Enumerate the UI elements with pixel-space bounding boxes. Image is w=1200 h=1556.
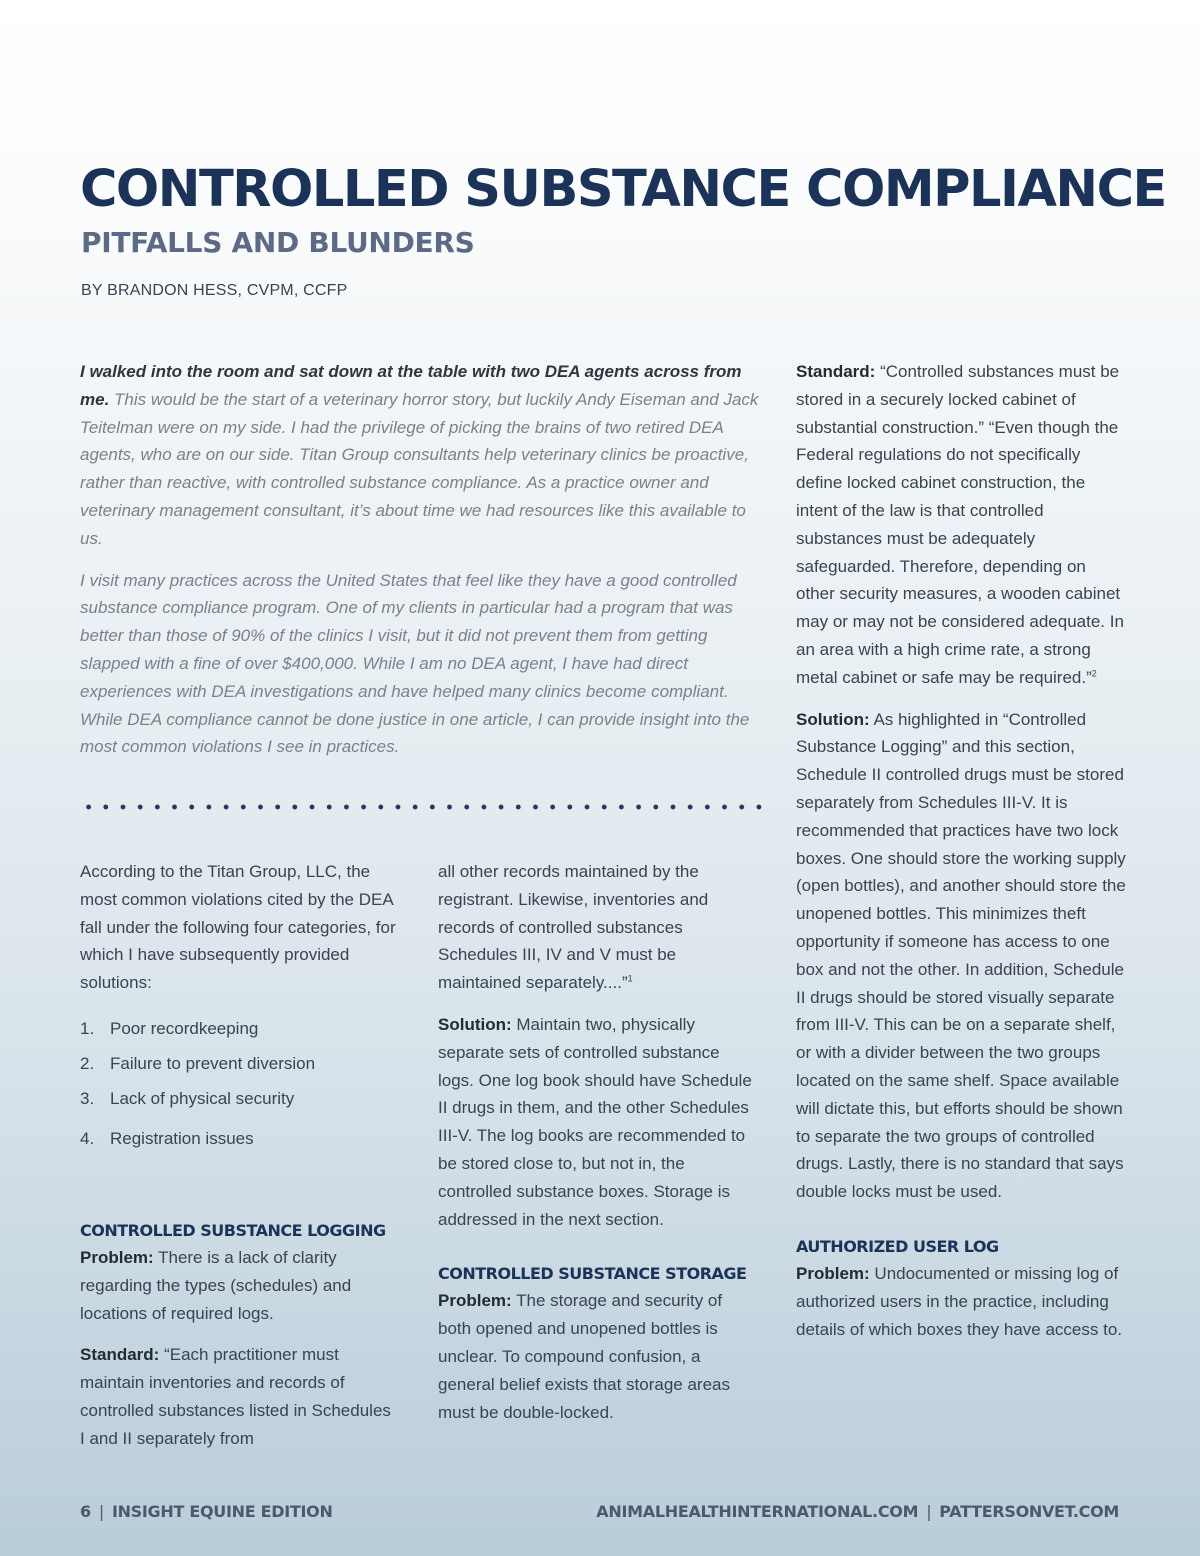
- storage-standard: [796, 358, 1126, 692]
- logging-solution: [438, 1011, 758, 1233]
- column-3: [796, 358, 1126, 1357]
- page-number: 6: [80, 1502, 91, 1521]
- problem-label: Problem:: [796, 1263, 870, 1283]
- list-item-number: 4.: [80, 1128, 95, 1148]
- authorized-user-problem: [796, 1260, 1126, 1343]
- problem-text: There is a lack of clarity regarding the types (schedules) and locations of required logs.: [80, 1247, 352, 1323]
- list-item: [80, 1046, 400, 1081]
- solution-text: As highlighted in “Controlled Substance Logging” and this section, Schedule II controlled drugs must be stored separately from Schedules III-V. It is recommended that practices have two lock boxes. One should store the working supply (open bottles), and another should store the unopened bottles. This minimizes theft opportunity if someone has access to one box and not the other. In addition, Schedule II drugs should be stored visually separate from III-V. This can be on a separate shelf, or with a divider between the two groups located on the same shelf. Space available will dictate this, but efforts should be shown to separate the two groups of controlled drugs. Lastly, there is no standard that says double locks must be used.: [796, 709, 1126, 1202]
- list-item-number: 1.: [80, 1018, 95, 1038]
- violations-list: [80, 1011, 400, 1156]
- intro-paragraph-2: I visit many practices across the United States that feel like they have a good controlled substance compliance program. One of my clients in particular had a program that was better than those of 90% of the clinics I visit, but it did not prevent them from getting slapped with a fine of over $400,000. While I am no DEA agent, I have had direct experiences with DEA investigations and have helped many clinics become compliant. While DEA compliance cannot be done justice in one article, I can provide insight into the most common violations I see in practices.: [80, 570, 750, 757]
- section-heading-authorized-user-log: AUTHORIZED USER LOG: [796, 1236, 999, 1256]
- intro-paragraph-1-rest: This would be the start of a veterinary horror story, but luckily Andy Eiseman and Jack Teitelman were on my side. I had the privilege of picking the brains of two retired DEA agents, who are on our side. Titan Group consultants help veterinary clinics be proactive, rather than reactive, with controlled substance compliance. As a practice owner and veterinary management consultant, it’s about time we had resources like this available to us.: [80, 389, 759, 548]
- list-item-number: 2.: [80, 1053, 95, 1073]
- standard-label: Standard:: [796, 362, 876, 381]
- violations-intro: According to the Titan Group, LLC, the most common violations cited by the DEA fall under the following four categories, for which I have subsequently provided solutions:: [80, 862, 396, 993]
- dotted-divider: [80, 804, 766, 810]
- solution-label: Solution:: [438, 1014, 512, 1034]
- section-heading-storage: CONTROLLED SUBSTANCE STORAGE: [438, 1264, 747, 1284]
- problem-label: Problem:: [80, 1247, 154, 1267]
- footer-separator: |: [98, 1502, 104, 1521]
- footer-site-1: ANIMALHEALTHINTERNATIONAL.COM: [596, 1502, 919, 1521]
- logging-problem: [80, 1244, 400, 1327]
- standard-label: Standard:: [80, 1345, 160, 1365]
- footer-site-2: PATTERSONVET.COM: [939, 1502, 1119, 1521]
- footer-separator: |: [926, 1502, 932, 1521]
- logging-standard: [80, 1341, 400, 1452]
- footer-left: [80, 1502, 333, 1521]
- page-subtitle: PITFALLS AND BLUNDERS: [81, 226, 475, 259]
- footer-right: [596, 1502, 1119, 1521]
- byline: BY BRANDON HESS, CVPM, CCFP: [81, 282, 348, 299]
- standard-text: “Each practitioner must maintain inventories and records of controlled substances listed in Schedules I and II separately from: [80, 1345, 391, 1448]
- intro-paragraph-1: [80, 358, 770, 553]
- list-item-number: 3.: [80, 1088, 95, 1108]
- list-item-text: Failure to prevent diversion: [110, 1053, 316, 1073]
- intro-lead: I walked into the room and sat down at the table with two DEA agents across from me.: [80, 362, 742, 409]
- list-item: [80, 1011, 400, 1046]
- solution-text: Maintain two, physically separate sets of controlled substance logs. One log book should have Schedule II drugs in them, and the other Schedules III-V. The log books are recommended to be stored close to, but not in, the controlled substance boxes. Storage is addressed in the next section.: [438, 1014, 752, 1229]
- standard-text-continued: all other records maintained by the registrant. Likewise, inventories and records of controlled substances Schedules III, IV and V must be maintained separately....”: [438, 862, 709, 993]
- list-item-text: Poor recordkeeping: [110, 1018, 259, 1038]
- edition-name: INSIGHT EQUINE EDITION: [111, 1502, 333, 1521]
- list-item-text: Registration issues: [110, 1128, 254, 1148]
- storage-problem: [438, 1287, 758, 1426]
- logging-standard-continued: [438, 858, 758, 997]
- section-heading-logging: CONTROLLED SUBSTANCE LOGGING: [80, 1220, 386, 1240]
- page-title: CONTROLLED SUBSTANCE COMPLIANCE: [80, 160, 1166, 219]
- footnote-ref-1: 1: [627, 973, 633, 984]
- problem-text: The storage and security of both opened and unopened bottles is unclear. To compound confusion, a general belief exists that storage areas must be double-locked.: [438, 1291, 731, 1422]
- footnote-ref-2: 2: [1091, 668, 1097, 679]
- list-item-text: Lack of physical security: [110, 1088, 295, 1108]
- list-item: [80, 1081, 400, 1116]
- column-1: [80, 858, 400, 1467]
- storage-solution: [796, 706, 1126, 1206]
- list-item: [80, 1121, 400, 1156]
- standard-text: “Controlled substances must be stored in a securely locked cabinet of substantial construction.” “Even though the Federal regulations do not specifically define locked cabinet construction, the intent of the law is that controlled substances must be adequately safeguarded. Therefore, depending on other security measures, a wooden cabinet may or may not be considered adequate. In an area with a high crime rate, a strong metal cabinet or safe may be required.”: [796, 362, 1124, 687]
- solution-label: Solution:: [796, 709, 870, 729]
- column-2: [438, 858, 758, 1440]
- problem-text: Undocumented or missing log of authorized users in the practice, including details of which boxes they have access to.: [796, 1263, 1123, 1339]
- problem-label: Problem:: [438, 1291, 512, 1311]
- intro-section: [80, 358, 770, 775]
